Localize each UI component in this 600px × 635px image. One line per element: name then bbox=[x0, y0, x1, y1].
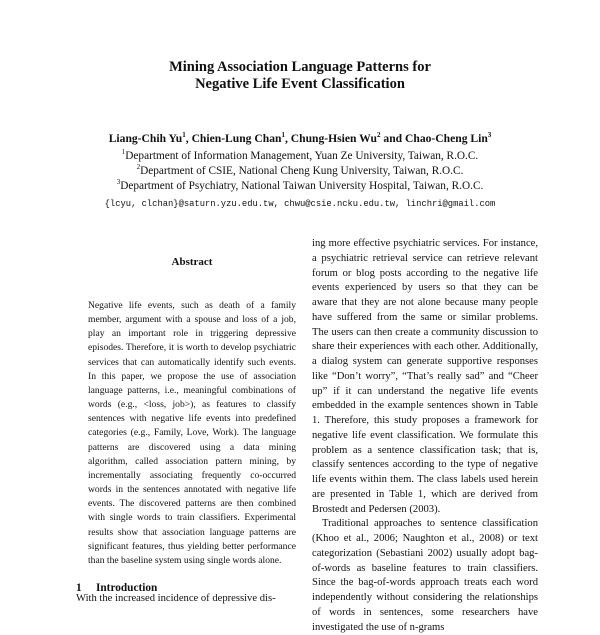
intro-text: With the increased incidence of depressive dis- bbox=[76, 593, 276, 604]
section-title: Introduction bbox=[96, 581, 158, 594]
affiliation bbox=[0, 149, 600, 164]
section-number: 1 bbox=[76, 581, 82, 594]
affiliation-text: Department of CSIE, National Cheng Kung University, Taiwan, R.O.C. bbox=[140, 165, 464, 177]
right-column bbox=[312, 237, 538, 635]
author-separator: , bbox=[284, 132, 291, 145]
title-line-1: Mining Association Language Patterns for bbox=[169, 59, 431, 75]
affiliation-mark: 2 bbox=[136, 163, 141, 172]
author-list bbox=[0, 131, 600, 147]
author-block bbox=[0, 131, 600, 212]
author-separator: , bbox=[185, 132, 192, 145]
body-paragraph: Traditional approaches to sentence classification (Khoo et al., 2006; Naughton et al., 2008) or text categorization (Sebastiani 2002) usually adopt bag-of-words as baseline features to train classifiers. Since the bag-of-words approach treats each word independently without considering the relationships of words in sentences, some researchers have investigated the use of n-grams bbox=[312, 518, 538, 633]
affiliation-text: Department of Information Management, Yuan Ze University, Taiwan, R.O.C. bbox=[125, 150, 479, 162]
author-affil-mark: 3 bbox=[487, 131, 492, 140]
affiliation-mark: 3 bbox=[116, 178, 121, 187]
intro-start bbox=[76, 592, 302, 607]
author-separator: and bbox=[380, 132, 405, 145]
author-affil-mark: 1 bbox=[182, 131, 186, 140]
affiliation-mark: 1 bbox=[121, 148, 126, 157]
author-name: Chung-Hsien Wu bbox=[290, 132, 377, 145]
author-name: Chao-Cheng Lin bbox=[405, 132, 488, 145]
author-name: Liang-Chih Yu bbox=[108, 132, 183, 145]
left-column bbox=[76, 255, 302, 595]
author-name: Chien-Lung Chan bbox=[191, 132, 282, 145]
affiliation bbox=[0, 179, 600, 194]
body-paragraph: ing more effective psychiatric services. For instance, a psychiatric retrieval service can retrieve relevant forum or blog posts according to the negative life events experienced by users so that they can be aware that they are not alone because many people have suffered from the same or similar problems. The users can then create a community discussion to share their experiences with each other. Additionally, a dialog system can generate supportive responses like “Don’t worry”, “That’s really sad” and “Cheer up” if it can understand the negative life events embedded in the example sentences shown in Table 1. Therefore, this study proposes a framework for negative life event classification. We formulate this problem as a sentence classification task; that is, classify sentences according to the type of negative life events within them. The class labels used herein are presented in Table 1, which are derived from Brostedt and Pedersen (2003). bbox=[312, 238, 538, 515]
title-line-2: Negative Life Event Classification bbox=[195, 76, 405, 92]
author-emails: {lcyu, clchan}@saturn.yzu.edu.tw, chwu@csie.ncku.edu.tw, linchri@gmail.com bbox=[104, 199, 496, 209]
affiliation-text: Department of Psychiatry, National Taiwan University Hospital, Taiwan, R.O.C. bbox=[120, 180, 484, 192]
author-affil-mark: 2 bbox=[377, 131, 381, 140]
paper-title bbox=[0, 59, 600, 93]
abstract-text: Negative life events, such as death of a family member, argument with a spouse and loss of a job, play an important role in triggering depressive episodes. Therefore, it is worth to develop psychiatric services that can automatically identify such events. In this paper, we propose the use of association language patterns, i.e., meaningful combinations of words (e.g., <loss, job>), as features to classify sentences with negative life events into predefined categories (e.g., Family, Love, Work). The language patterns are discovered using a data mining algorithm, called association pattern mining, by incrementally associating frequently co-occurred words in the sentences annotated with negative life events. The discovered patterns are then combined with single words to train classifiers. Experimental results show that association language patterns are significant features, thus yielding better performance than the baseline system using single words alone. bbox=[88, 300, 296, 566]
author-affil-mark: 1 bbox=[281, 131, 285, 140]
abstract-heading: Abstract bbox=[171, 256, 213, 268]
affiliation bbox=[0, 164, 600, 179]
